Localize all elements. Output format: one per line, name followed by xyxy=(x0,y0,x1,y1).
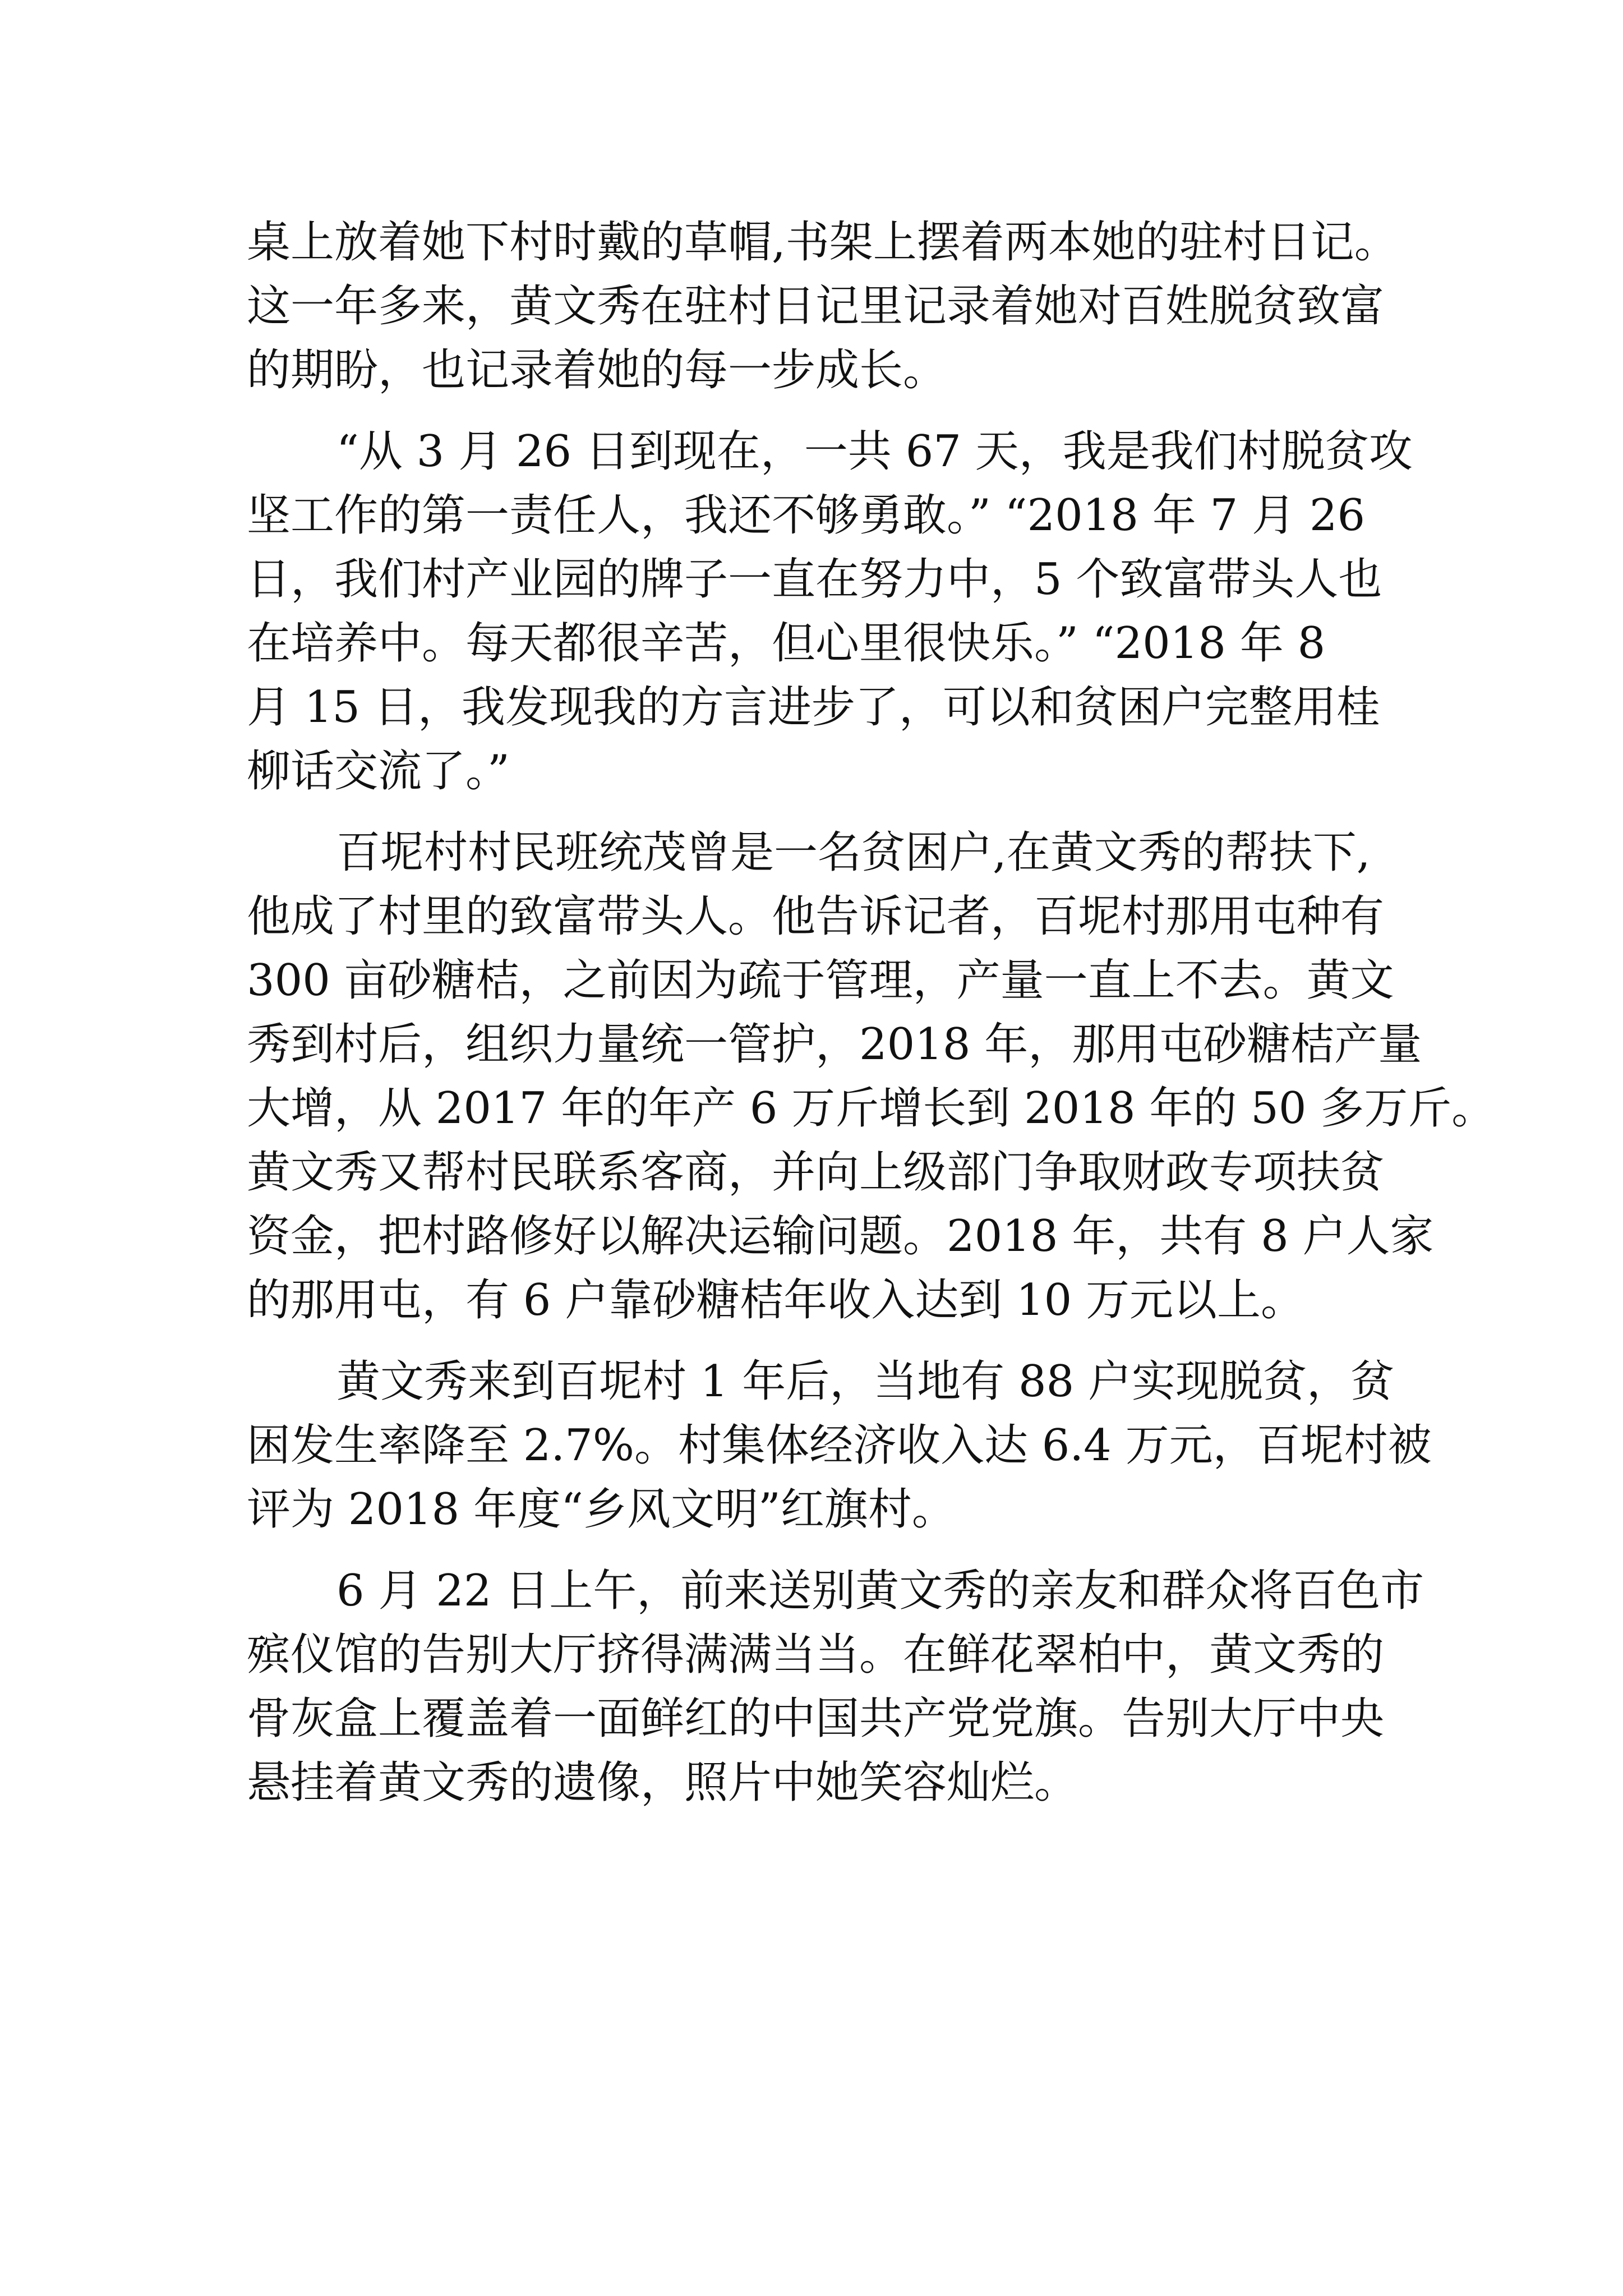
paragraph-diary-quotes xyxy=(247,420,1481,803)
text-line: 的期盼，也记录着她的每一步成长。 xyxy=(247,345,947,395)
text-line: 坚工作的第一责任人，我还不够勇敢。” “2018 年 7 月 26 xyxy=(247,490,1366,541)
text-line: 悬挂着黄文秀的遗像，照片中她笑容灿烂。 xyxy=(247,1757,1078,1808)
text-line: 殡仪馆的告别大厅挤得满满当当。在鲜花翠柏中，黄文秀的 xyxy=(247,1630,1385,1680)
text-line: 资金，把村路修好以解决运输问题。2018 年，共有 8 户人家 xyxy=(247,1211,1434,1262)
text-line: 百坭村村民班统茂曾是一名贫困户,在黄文秀的帮扶下, xyxy=(336,827,1371,878)
paragraph-straw-hat-diary xyxy=(247,210,1481,402)
text-line: 黄文秀来到百坭村 1 年后，当地有 88 户实现脱贫，贫 xyxy=(336,1356,1395,1407)
text-line: 秀到村后，组织力量统一管护，2018 年，那用屯砂糖桔产量 xyxy=(247,1019,1422,1070)
text-line: 日，我们村产业园的牌子一直在努力中，5 个致富带头人也 xyxy=(247,554,1382,605)
text-line: 骨灰盒上覆盖着一面鲜红的中国共产党党旗。告别大厅中央 xyxy=(247,1694,1385,1744)
text-line: 柳话交流了。” xyxy=(247,746,510,797)
text-line: 评为 2018 年度“乡风文明”红旗村。 xyxy=(247,1484,956,1535)
text-line: 大增，从 2017 年的年产 6 万斤增长到 2018 年的 50 多万斤。 xyxy=(247,1083,1496,1134)
paragraph-poverty-results xyxy=(247,1350,1481,1542)
text-line: 6 月 22 日上午，前来送别黄文秀的亲友和群众将百色市 xyxy=(336,1566,1424,1616)
text-line: 他成了村里的致富带头人。他告诉记者，百坭村那用屯种有 xyxy=(247,891,1385,942)
text-line: 桌上放着她下村时戴的草帽,书架上摆着两本她的驻村日记。 xyxy=(247,217,1398,268)
text-line: 300 亩砂糖桔，之前因为疏于管理，产量一直上不去。黄文 xyxy=(247,955,1394,1006)
paragraph-sugar-orange xyxy=(247,821,1496,1332)
text-line: 黄文秀又帮村民联系客商，并向上级部门争取财政专项扶贫 xyxy=(247,1147,1385,1198)
text-line: 的那用屯，有 6 户靠砂糖桔年收入达到 10 万元以上。 xyxy=(247,1275,1305,1326)
text-line: 月 15 日，我发现我的方言进步了，可以和贫困户完整用桂 xyxy=(247,682,1380,733)
text-line: “从 3 月 26 日到现在，一共 67 天，我是我们村脱贫攻 xyxy=(336,426,1413,477)
text-line: 这一年多来，黄文秀在驻村日记里记录着她对百姓脱贫致富 xyxy=(247,281,1385,332)
article-body xyxy=(247,210,1496,1832)
text-line: 在培养中。每天都很辛苦，但心里很快乐。” “2018 年 8 xyxy=(247,618,1326,669)
paragraph-farewell xyxy=(247,1559,1481,1815)
text-line: 困发生率降至 2.7%。村集体经济收入达 6.4 万元，百坭村被 xyxy=(247,1420,1432,1471)
